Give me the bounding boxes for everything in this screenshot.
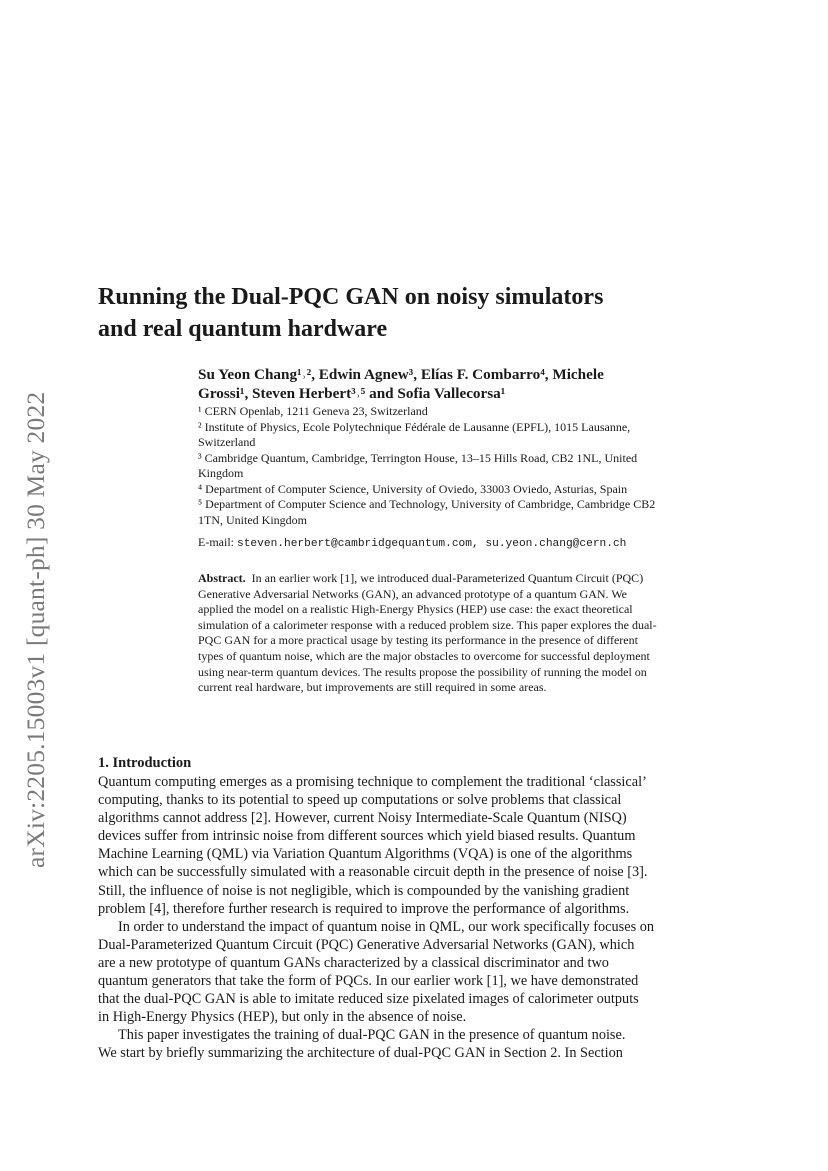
body-line: which can be successfully simulated with a reasonable circuit depth in the presence of noise [3]. (98, 864, 648, 881)
body-line: devices suffer from intrinsic noise from different sources which yield biased results. Quantum (98, 828, 636, 845)
affiliation-line: ⁵ Department of Computer Science and Technology, University of Cambridge, Cambridge CB2 (198, 497, 656, 511)
body-line: Still, the influence of noise is not negligible, which is compounded by the vanishing gradient (98, 882, 630, 899)
body-line: that the dual-PQC GAN is able to imitate reduced size pixelated images of calorimeter outputs (98, 991, 639, 1008)
author-line: Su Yeon Chang¹˒², Edwin Agnew³, Elías F. Combarro⁴, Michele (198, 366, 604, 383)
body-line: are a new prototype of quantum GANs characterized by a classical discriminator and two (98, 954, 609, 971)
abstract-line: types of quantum noise, which are the major obstacles to overcome for successful deployment (198, 648, 650, 663)
affiliation-line: ³ Cambridge Quantum, Cambridge, Terrington House, 13–15 Hills Road, CB2 1NL, United (198, 450, 638, 465)
affiliation-line: ¹ CERN Openlab, 1211 Geneva 23, Switzerland (198, 404, 428, 418)
author-list (198, 365, 738, 403)
affiliation-line: Switzerland (198, 435, 256, 449)
body-line: in High-Energy Physics (HEP), but only in the absence of noise. (98, 1009, 467, 1026)
section-heading-introduction: 1. Introduction (98, 755, 192, 771)
author-line: Grossi¹, Steven Herbert³˒⁵ and Sofia Vallecorsa¹ (198, 385, 506, 402)
body-line: Quantum computing emerges as a promising technique to complement the traditional ‘classical’ (98, 774, 647, 790)
body-line: In order to understand the impact of quantum noise in QML, our work specifically focuses on (118, 918, 655, 935)
abstract-line: using near-term quantum devices. The results propose the possibility of running the model on (198, 664, 647, 679)
abstract-line: applied the model on a realistic High-Energy Physics (HEP) use case: the exact theoretical (198, 602, 633, 617)
affiliation-line: ⁴ Department of Computer Science, University of Oviedo, 33003 Oviedo, Asturias, Spain (198, 481, 628, 496)
affiliation-line: 1TN, United Kingdom (198, 512, 307, 527)
abstract-text: In an earlier work [1], we introduced dual-Parameterized Quantum Circuit (PQC) (251, 571, 644, 585)
title-line: and real quantum hardware (98, 316, 388, 342)
abstract-line: PQC GAN for a more practical usage by testing its performance in the presence of different (198, 633, 638, 648)
abstract-line: Generative Adversarial Networks (GAN), an advanced prototype of a quantum GAN. We (198, 586, 628, 601)
abstract-line: simulation of a calorimeter response with a reduced problem size. This paper explores the dual- (198, 617, 657, 632)
body-line: algorithms cannot address [2]. However, current Noisy Intermediate-Scale Quantum (NISQ) (98, 810, 627, 827)
contact-email (198, 535, 626, 552)
body-line: quantum generators that take the form of PQCs. In our earlier work [1], we have demonstrated (98, 973, 639, 990)
abstract-line: current real hardware, but improvements are still required in some areas. (198, 680, 547, 695)
body-line: Dual-Parameterized Quantum Circuit (PQC) Generative Adversarial Networks (GAN), which (98, 936, 635, 953)
affiliation-line: Kingdom (198, 466, 244, 480)
arxiv-identifier-stamp[interactable]: arXiv:2205.15003v1 [quant-ph] 30 May 2022 (21, 391, 50, 868)
affiliation-line: ² Institute of Physics, Ecole Polytechnique Fédérale de Lausanne (EPFL), 1015 Lausanne, (198, 419, 631, 434)
paper-title (98, 281, 748, 345)
abstract-label: Abstract. (198, 571, 246, 585)
body-line: computing, thanks to its potential to speed up computations or solve problems that classical (98, 792, 622, 809)
affiliation-list (198, 404, 738, 528)
introduction-body (98, 773, 730, 1063)
email-addresses[interactable]: steven.herbert@cambridgequantum.com, su.yeon.chang@cern.ch (237, 538, 627, 550)
email-label: E-mail: (198, 535, 234, 549)
body-line: This paper investigates the training of dual-PQC GAN in the presence of quantum noise. (118, 1027, 626, 1044)
abstract (198, 571, 730, 696)
title-line: Running the Dual-PQC GAN on noisy simulators (98, 284, 604, 310)
body-line: problem [4], therefore further research is required to improve the performance of algorithms. (98, 900, 630, 917)
body-line: We start by briefly summarizing the architecture of dual-PQC GAN in Section 2. In Section (98, 1045, 623, 1062)
body-line: Machine Learning (QML) via Variation Quantum Algorithms (VQA) is one of the algorithms (98, 846, 633, 863)
abstract-line (198, 571, 730, 587)
